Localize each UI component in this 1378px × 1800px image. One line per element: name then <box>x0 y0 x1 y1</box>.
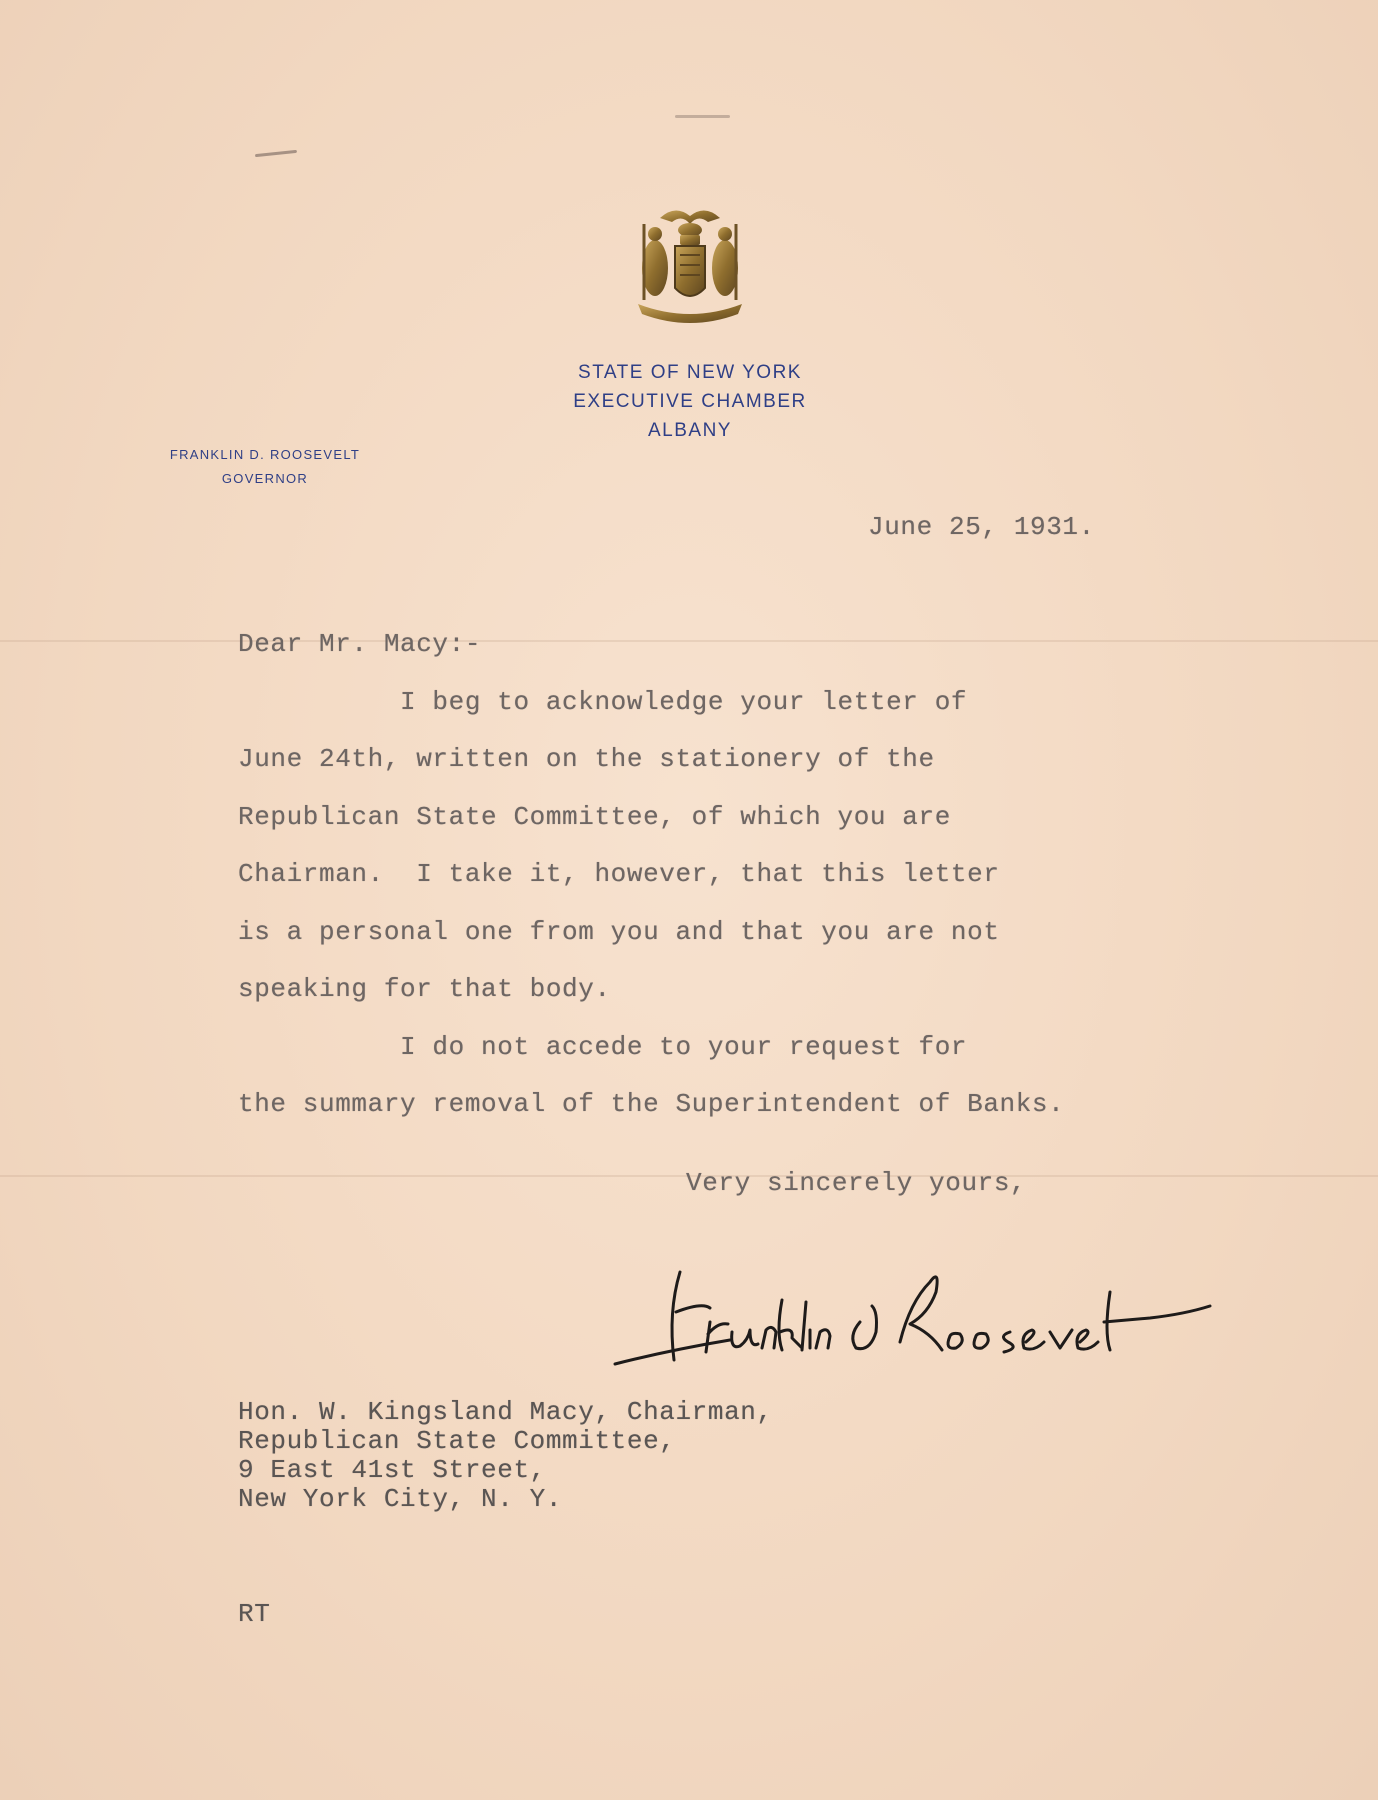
address-line: New York City, N. Y. <box>238 1484 563 1514</box>
body-line: June 24th, written on the stationery of the <box>238 744 935 774</box>
closing: Very sincerely yours, <box>686 1168 1027 1198</box>
paper-fold <box>0 640 1378 642</box>
ink-smudge <box>255 150 297 157</box>
letterhead-chamber: EXECUTIVE CHAMBER <box>573 391 807 412</box>
body-line: the summary removal of the Superintendent of Banks. <box>238 1089 1065 1119</box>
letterhead-block <box>520 358 860 445</box>
governor-block <box>120 443 410 491</box>
body-line: is a personal one from you and that you are not <box>238 917 1000 947</box>
address-line: Republican State Committee, <box>238 1426 676 1456</box>
salutation: Dear Mr. Macy:- <box>238 629 482 659</box>
body-line: I beg to acknowledge your letter of <box>238 687 968 717</box>
signature <box>610 1252 1280 1382</box>
address-line: Hon. W. Kingsland Macy, Chairman, <box>238 1397 773 1427</box>
address-line: 9 East 41st Street, <box>238 1455 546 1485</box>
ink-smudge <box>675 115 730 118</box>
body-line: speaking for that body. <box>238 974 611 1004</box>
letterhead-state: STATE OF NEW YORK <box>578 362 802 383</box>
governor-title: GOVERNOR <box>221 471 309 486</box>
governor-name: FRANKLIN D. ROOSEVELT <box>169 447 361 462</box>
body-line: I do not accede to your request for <box>238 1032 968 1062</box>
state-seal-icon <box>620 200 760 340</box>
body-line: Republican State Committee, of which you are <box>238 802 951 832</box>
letter-date: June 25, 1931. <box>868 512 1095 542</box>
typist-initials: RT <box>238 1599 271 1629</box>
body-line: Chairman. I take it, however, that this letter <box>238 859 1000 889</box>
letterhead-city: ALBANY <box>648 420 732 441</box>
